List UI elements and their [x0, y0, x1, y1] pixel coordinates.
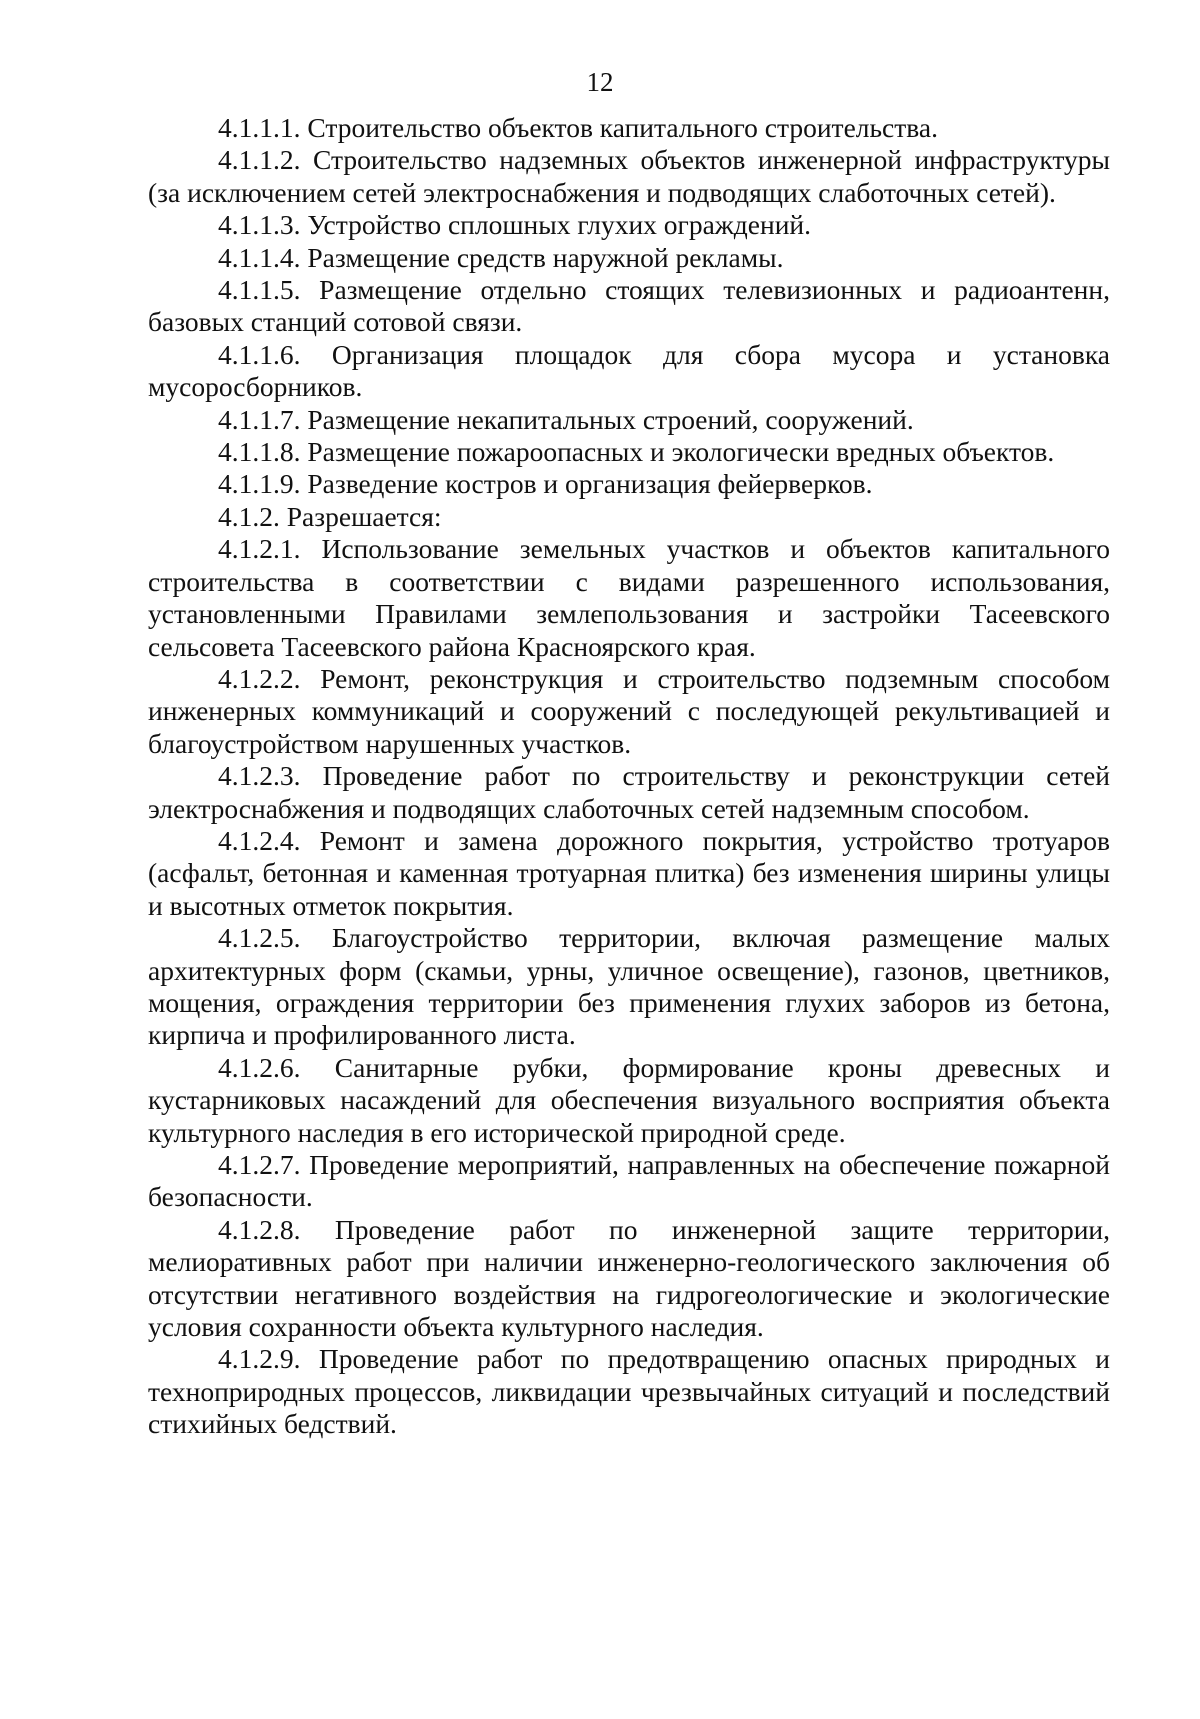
document-body — [148, 112, 1110, 1441]
paragraph-4-1-1-4: 4.1.1.4. Размещение средств наружной рекламы. — [218, 241, 784, 273]
paragraph-4-1-1-2: 4.1.1.2. Строительство надземных объектов инженерной инфраструктуры (за исключением сетей электроснабжения и подводящих слаботочных сетей). — [148, 144, 1110, 208]
paragraph-4-1-1-3: 4.1.1.3. Устройство сплошных глухих ограждений. — [218, 209, 812, 241]
paragraph-4-1-2-9: 4.1.2.9. Проведение работ по предотвращению опасных природных и технoприродных процессов, ликвидации чрезвычайных ситуаций и последствий стихийных бедствий. — [148, 1343, 1110, 1440]
paragraph-4-1-1-1: 4.1.1.1. Строительство объектов капитального строительства. — [218, 112, 938, 143]
paragraph-4-1-2: 4.1.2. Разрешается: — [218, 500, 442, 532]
paragraph-4-1-2-1: 4.1.2.1. Использование земельных участков и объектов капитального строительства в соответствии с видами разрешенного использования, установленными Правилами землепользования и застройки Тасеевского сельсовета Тасеевского района Красноярского края. — [148, 533, 1110, 662]
paragraph-4-1-1-5: 4.1.1.5. Размещение отдельно стоящих телевизионных и радиоантенн, базовых станций сотовой связи. — [148, 274, 1110, 338]
paragraph-4-1-1-8: 4.1.1.8. Размещение пожароопасных и экологически вредных объектов. — [218, 436, 1055, 468]
paragraph-4-1-2-2: 4.1.2.2. Ремонт, реконструкция и строительство подземным способом инженерных коммуникаций и сооружений с последующей рекультивацией и благоустройством нарушенных участков. — [148, 662, 1110, 759]
paragraph-4-1-2-4: 4.1.2.4. Ремонт и замена дорожного покрытия, устройство тротуаров (асфальт, бетонная и каменная тротуарная плитка) без изменения ширины улицы и высотных отметок покрытия. — [148, 824, 1110, 921]
paragraph-4-1-2-5: 4.1.2.5. Благоустройство территории, включая размещение малых архитектурных форм (скамьи, урны, уличное освещение), газонов, цветников, мощения, ограждения территории без применения глухих заборов из бетона, кирпича и профилированного листа. — [148, 922, 1110, 1051]
paragraph-4-1-2-3: 4.1.2.3. Проведение работ по строительству и реконструкции сетей электроснабжения и подводящих слаботочных сетей надземным способом. — [148, 760, 1110, 824]
paragraph-4-1-1-6: 4.1.1.6. Организация площадок для сбора мусора и установка мусоросборников. — [148, 338, 1110, 403]
paragraph-4-1-2-7: 4.1.2.7. Проведение мероприятий, направленных на обеспечение пожарной безопасности. — [148, 1149, 1110, 1213]
paragraph-4-1-1-7: 4.1.1.7. Размещение некапитальных строений, сооружений. — [218, 403, 914, 435]
page-number: 12 — [586, 67, 614, 97]
paragraph-4-1-2-6: 4.1.2.6. Санитарные рубки, формирование кроны древесных и кустарниковых насаждений для обеспечения визуального восприятия объекта культурного наследия в его исторической природной среде. — [148, 1051, 1110, 1148]
paragraph-4-1-2-8: 4.1.2.8. Проведение работ по инженерной защите территории, мелиоративных работ при наличии инженерно-геологического заключения об отсутствии негативного воздействия на гидрогеологические и экологические условия сохранности объекта культурного наследия. — [148, 1213, 1110, 1343]
paragraph-4-1-1-9: 4.1.1.9. Разведение костров и организация фейерверков. — [218, 468, 873, 500]
